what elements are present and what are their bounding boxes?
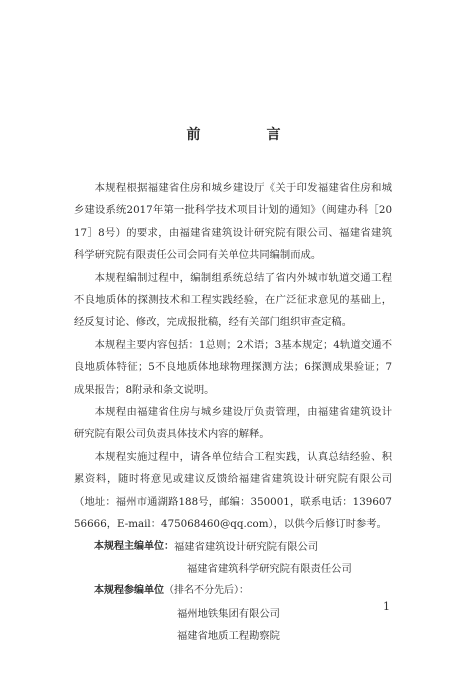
paragraph-basis: 本规程根据福建省住房和城乡建设厅《关于印发福建省住房和城乡建设系统2017年第一批科学技术项目计划的通知》（闽建办科［2017］8号）的要求，由福建省建筑设计研究院有限公司、福建省建筑科学研究院有限责任公司会同有关单位共同编制而成。 (74, 182, 392, 262)
chief-editor-row (74, 558, 392, 580)
paragraph-process: 本规程编制过程中，编制组系统总结了省内外城市轨道交通工程不良地质体的探测技术和工程实践经验，在广泛征求意见的基础上，经反复讨论、修改，完成报批稿，经有关部门组织审查定稿。 (74, 271, 392, 329)
paragraph-management: 本规程由福建省住房与城乡建设厅负责管理，由福建省建筑设计研究院有限公司负责具体技术内容的解释。 (74, 406, 392, 441)
body-text (74, 177, 392, 648)
participating-row (74, 603, 392, 625)
participating-units (74, 580, 392, 647)
participating-row (74, 625, 392, 647)
chief-editor-label: 本规程主编单位： (94, 540, 174, 552)
participating-label-row (74, 580, 392, 602)
participating-note: （排名不分先后）： (164, 585, 249, 597)
paragraph-feedback: 本规程实施过程中，请各单位结合工程实践，认真总结经验、积累资料，随时将意见或建议反馈给福建省建筑设计研究院有限公司（地址：福州市通湖路188号，邮编：350001，联系电话：13960756666，E-mail：475068460@qq.com），以供今后修订时参考。 (74, 450, 392, 531)
chief-editor-units (74, 536, 392, 581)
chief-editor-row (74, 536, 392, 558)
participating-label-text: 本规程参编单位 (94, 585, 164, 597)
participating-label (74, 580, 249, 602)
page-title: 前 言 (186, 127, 307, 143)
chief-editor-unit: 福建省建筑科学研究院有限责任公司 (187, 562, 352, 575)
participating-unit: 福州地铁集团有限公司 (177, 607, 280, 620)
chief-editor-unit: 福建省建筑设计研究院有限公司 (174, 540, 319, 553)
paragraph-contents: 本规程主要内容包括：1总则；2术语；3基本规定；4轨道交通不良地质体特征；5不良地质体地球物理探测方法；6探测成果验证；7成果报告；8附录和条文说明。 (74, 338, 392, 396)
page-number: 1 (383, 600, 390, 613)
participating-unit: 福建省地质工程勘察院 (177, 630, 280, 643)
